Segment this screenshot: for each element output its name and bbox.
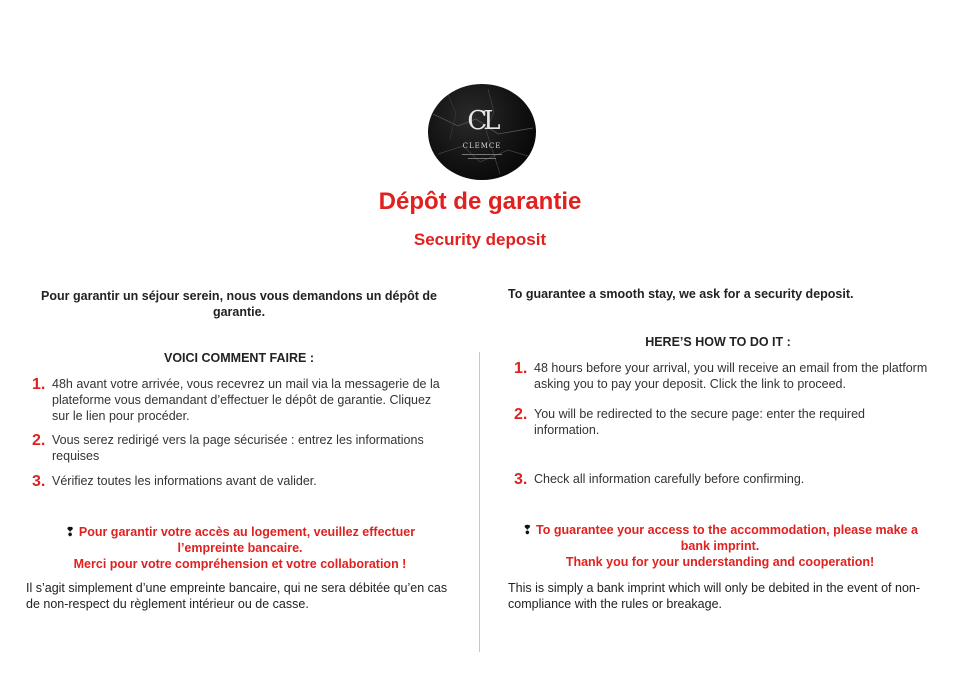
english-howto-heading: HERE’S HOW TO DO IT :	[645, 335, 791, 349]
list-item	[508, 471, 928, 489]
logo-rule	[468, 158, 496, 159]
column-divider	[479, 352, 480, 652]
step-number: 1.	[514, 360, 528, 377]
french-notice-line1: Pour garantir votre accès au logement, veuillez effectuer l’empreinte bancaire.	[78, 525, 416, 555]
pin-icon: ❢	[522, 523, 533, 537]
step-number: 3.	[514, 471, 528, 488]
step-number: 1.	[32, 376, 46, 393]
french-notice-line2: Merci pour votre compréhension et votre collaboration !	[73, 557, 407, 571]
step-number: 2.	[514, 406, 528, 423]
logo-monogram: CL	[467, 106, 497, 136]
step-number: 2.	[32, 432, 46, 449]
step-text: Check all information carefully before confirming.	[534, 472, 805, 486]
english-notice	[512, 522, 928, 570]
list-item	[26, 432, 452, 464]
english-notice-line1: To guarantee your access to the accommodation, please make a bank imprint.	[536, 523, 918, 553]
step-text: Vérifiez toutes les informations avant de valider.	[52, 474, 317, 488]
step-text: 48 hours before your arrival, you will receive an email from the platform asking you to pay your deposit. Click the link to proceed.	[534, 361, 928, 391]
page-subtitle: Security deposit	[413, 230, 547, 249]
french-intro: Pour garantir un séjour serein, nous vous demandons un dépôt de garantie.	[41, 289, 437, 319]
logo-rule	[462, 154, 502, 155]
french-howto-heading: VOICI COMMENT FAIRE :	[164, 351, 314, 365]
step-number: 3.	[32, 473, 46, 490]
pin-icon: ❢	[64, 525, 76, 539]
step-text: You will be redirected to the secure page: enter the required information.	[534, 407, 865, 437]
list-item	[508, 406, 928, 438]
list-item	[508, 360, 928, 392]
step-text: Vous serez redirigé vers la page sécurisée : entrez les informations requises	[52, 433, 424, 463]
french-note: Il s’agit simplement d’une empreinte bancaire, qui ne sera débitée qu’en cas de non-respect du règlement intérieur ou de casse.	[26, 581, 448, 611]
english-note: This is simply a bank imprint which will only be debited in the event of non-compliance with the rules or breakage.	[508, 581, 921, 611]
french-notice	[40, 524, 440, 572]
step-text: 48h avant votre arrivée, vous recevrez un mail via la messagerie de la plateforme vous demandant d’effectuer le dépôt de garantie. Cliquez sur le lien pour procéder.	[52, 377, 440, 423]
page-title: Dépôt de garantie	[378, 188, 582, 215]
list-item	[26, 376, 452, 424]
english-intro: To guarantee a smooth stay, we ask for a security deposit.	[508, 287, 854, 301]
logo-name: CLEMCE	[462, 142, 502, 150]
list-item	[26, 473, 452, 491]
english-notice-line2: Thank you for your understanding and cooperation!	[565, 555, 875, 569]
logo-badge	[428, 84, 536, 180]
